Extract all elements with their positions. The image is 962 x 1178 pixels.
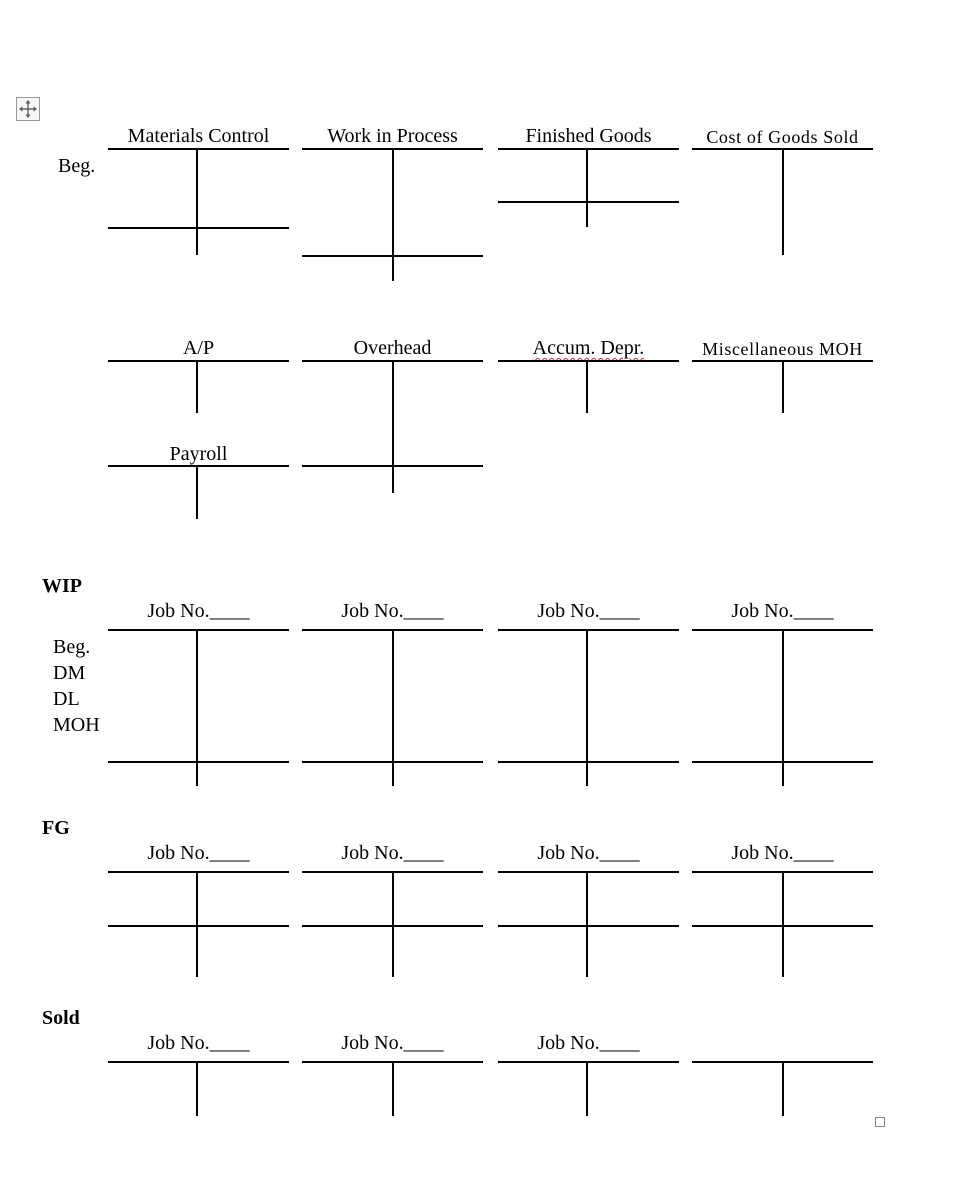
wip-row-label-dl: DL xyxy=(53,688,80,710)
section-title-fg: FG xyxy=(42,817,70,839)
t-account-divider xyxy=(196,465,198,519)
t-account-balance-line xyxy=(692,761,873,763)
account-title: Payroll xyxy=(169,443,228,465)
t-account-divider xyxy=(392,360,394,493)
account-title xyxy=(498,338,679,358)
t-account-balance-line xyxy=(498,761,679,763)
account-title: Work in Process xyxy=(327,125,458,147)
t-account-top-line xyxy=(498,1061,679,1063)
move-handle-icon[interactable] xyxy=(16,97,40,121)
t-account-top-line xyxy=(108,148,289,150)
job-number-label: Job No.____ xyxy=(341,842,444,864)
t-account-divider xyxy=(196,1061,198,1116)
job-number-label: Job No.____ xyxy=(537,600,640,622)
t-account-divider xyxy=(196,360,198,413)
job-number-label: Job No.____ xyxy=(147,1032,250,1054)
t-account-balance-line xyxy=(108,227,289,229)
job-number-label: Job No.____ xyxy=(537,1032,640,1054)
t-account-balance-line xyxy=(302,925,483,927)
spellcheck-underlined-text: Accum. Depr. xyxy=(532,337,645,359)
account-title: Materials Control xyxy=(127,125,270,147)
account-title: Overhead xyxy=(353,337,432,359)
t-account-divider xyxy=(586,1061,588,1116)
t-account-top-line xyxy=(498,148,679,150)
t-account-divider xyxy=(782,871,784,977)
t-account-top-line xyxy=(108,1061,289,1063)
t-account-divider xyxy=(196,148,198,255)
t-account-top-line xyxy=(108,465,289,467)
job-number-label: Job No.____ xyxy=(341,1032,444,1054)
t-account-balance-line xyxy=(692,925,873,927)
account-title: Miscellaneous MOH xyxy=(702,339,863,359)
t-account-balance-line xyxy=(108,761,289,763)
job-number-label: Job No.____ xyxy=(731,600,834,622)
account-title: Cost of Goods Sold xyxy=(706,127,859,147)
t-account-balance-line xyxy=(302,255,483,257)
account-title: Finished Goods xyxy=(525,125,652,147)
t-account-balance-line xyxy=(498,925,679,927)
job-number-label: Job No.____ xyxy=(731,842,834,864)
t-account-top-line xyxy=(498,360,679,362)
beginning-balance-label: Beg. xyxy=(58,155,96,177)
resize-handle-icon[interactable] xyxy=(875,1117,885,1127)
t-account-divider xyxy=(586,871,588,977)
t-account-balance-line xyxy=(302,465,483,467)
wip-row-label-dm: DM xyxy=(53,662,86,684)
account-title: A/P xyxy=(182,337,215,359)
wip-row-label-moh: MOH xyxy=(53,714,100,736)
t-account-balance-line xyxy=(498,201,679,203)
job-number-label: Job No.____ xyxy=(341,600,444,622)
t-account-divider xyxy=(392,1061,394,1116)
t-account-top-line xyxy=(108,629,289,631)
t-account-divider xyxy=(782,360,784,413)
t-account-top-line xyxy=(108,871,289,873)
t-account-balance-line xyxy=(108,925,289,927)
job-number-label: Job No.____ xyxy=(537,842,640,864)
t-account-top-line xyxy=(108,360,289,362)
t-account-divider xyxy=(586,360,588,413)
t-account-divider xyxy=(392,871,394,977)
t-account-divider xyxy=(782,1061,784,1116)
t-account-divider xyxy=(196,871,198,977)
t-account-divider xyxy=(586,148,588,227)
t-account-top-line xyxy=(498,871,679,873)
t-account-top-line xyxy=(498,629,679,631)
t-account-divider xyxy=(782,148,784,255)
t-account-balance-line xyxy=(302,761,483,763)
t-account-divider xyxy=(392,148,394,281)
section-title-wip: WIP xyxy=(42,575,82,597)
wip-row-label-beg: Beg. xyxy=(53,636,91,658)
job-number-label: Job No.____ xyxy=(147,600,250,622)
job-number-label: Job No.____ xyxy=(147,842,250,864)
section-title-sold: Sold xyxy=(42,1007,80,1029)
